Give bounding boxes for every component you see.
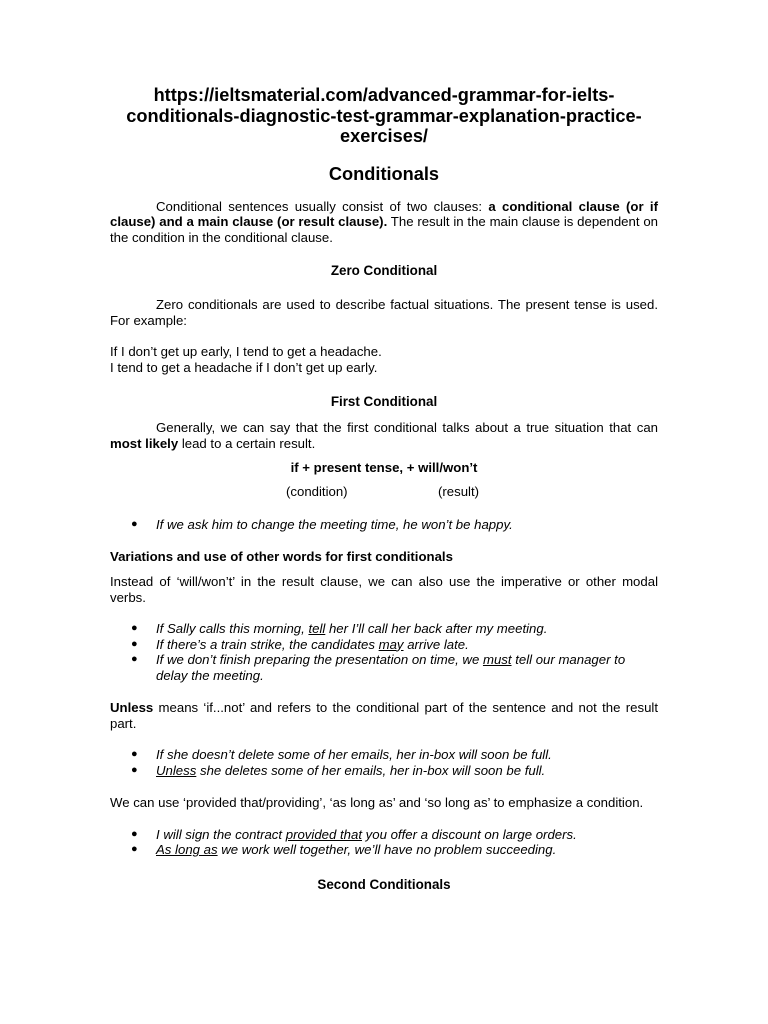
- variations-list: [110, 621, 658, 683]
- bullet-text: arrive late.: [403, 636, 469, 652]
- page-title: Conditionals: [328, 163, 440, 184]
- first-example: If we ask him to change the meeting time, he won’t be happy.: [156, 516, 513, 532]
- bullet-text: I will sign the contract: [156, 826, 286, 842]
- underlined-word: Unless: [156, 762, 197, 778]
- variations-heading: Variations and use of other words for first conditionals: [110, 549, 453, 564]
- list-item: [110, 621, 658, 637]
- provided-description: We can use ‘provided that/providing’, ‘as long as’ and ‘so long as’ to emphasize a condition.: [110, 795, 644, 810]
- bullet-text: she deletes some of her emails, her in-box will soon be full.: [196, 762, 546, 778]
- list-item: [110, 652, 658, 683]
- condition-label: (condition): [286, 483, 348, 499]
- bullet-icon: ●: [131, 763, 138, 776]
- intro-paragraph: [110, 199, 658, 246]
- unless-description: [110, 700, 658, 731]
- intro-text-end: The result in the main clause is dependent on the condition in the conditional clause.: [110, 214, 658, 245]
- bullet-text: her I’ll call her back after my meeting.: [325, 621, 548, 636]
- first-desc-end: lead to a certain result.: [178, 435, 316, 451]
- intro-bold: a conditional clause (or if clause) and a main clause (or result clause).: [110, 198, 658, 229]
- bullet-text: tell our manager to delay the meeting.: [156, 652, 626, 683]
- variations-description: Instead of ‘will/won’t’ in the result clause, we can also use the imperative or other modal verbs.: [110, 574, 658, 605]
- zero-description: Zero conditionals are used to describe factual situations. The present tense is used. For example:: [110, 297, 658, 328]
- provided-list: [110, 827, 658, 858]
- bullet-icon: ●: [131, 637, 138, 650]
- bullet-text: you offer a discount on large orders.: [361, 826, 577, 842]
- underlined-word: must: [482, 652, 512, 667]
- list-item: [110, 747, 658, 763]
- intro-text-start: Conditional sentences usually consist of two clauses:: [156, 198, 489, 214]
- list-item: [110, 637, 658, 653]
- formula-labels: [110, 484, 658, 500]
- list-item: [110, 842, 658, 858]
- first-formula: if + present tense, + will/won’t: [290, 460, 478, 475]
- first-desc-bold: most likely: [110, 435, 179, 451]
- source-url[interactable]: https://ieltsmaterial.com/advanced-grammar-for-ielts-conditionals-diagnostic-test-grammar-explanation-practice-exercises/: [126, 85, 642, 146]
- result-label: (result): [438, 483, 480, 499]
- first-desc-start: Generally, we can say that the first conditional talks about a true situation that can: [156, 420, 658, 435]
- unless-list: [110, 747, 658, 778]
- unless-text: means ‘if...not’ and refers to the conditional part of the sentence and not the result part.: [110, 700, 658, 731]
- zero-conditional-heading: Zero Conditional: [330, 263, 438, 278]
- first-description: [110, 420, 658, 451]
- first-conditional-heading: First Conditional: [330, 394, 438, 409]
- zero-example-2: I tend to get a headache if I don’t get up early.: [110, 359, 378, 375]
- bullet-text: If Sally calls this morning,: [156, 621, 309, 636]
- bullet-text: If we don’t finish preparing the presentation on time, we: [156, 652, 483, 667]
- bullet-icon: ●: [131, 748, 138, 760]
- bullet-icon: ●: [131, 517, 138, 530]
- bullet-icon: ●: [131, 843, 138, 855]
- bullet-text: If she doesn’t delete some of her emails, her in-box will soon be full.: [156, 747, 552, 762]
- bullet-text: we work well together, we’ll have no problem succeeding.: [217, 842, 557, 857]
- unless-bold: Unless: [110, 700, 154, 715]
- bullet-icon: ●: [131, 653, 138, 665]
- list-item: [110, 763, 658, 779]
- underlined-word: may: [378, 636, 404, 652]
- underlined-word: provided that: [285, 826, 362, 842]
- bullet-text: If there’s a train strike, the candidates: [156, 636, 379, 652]
- bullet-icon: ●: [131, 622, 138, 634]
- zero-example-1: If I don’t get up early, I tend to get a headache.: [110, 344, 382, 359]
- second-conditionals-heading: Second Conditionals: [317, 876, 451, 892]
- underlined-word: As long as: [156, 842, 218, 857]
- bullet-icon: ●: [131, 827, 138, 840]
- underlined-word: tell: [308, 621, 326, 636]
- list-item: [110, 517, 658, 533]
- first-examples-list: [110, 517, 658, 533]
- document-page: [110, 85, 658, 893]
- list-item: [110, 827, 658, 843]
